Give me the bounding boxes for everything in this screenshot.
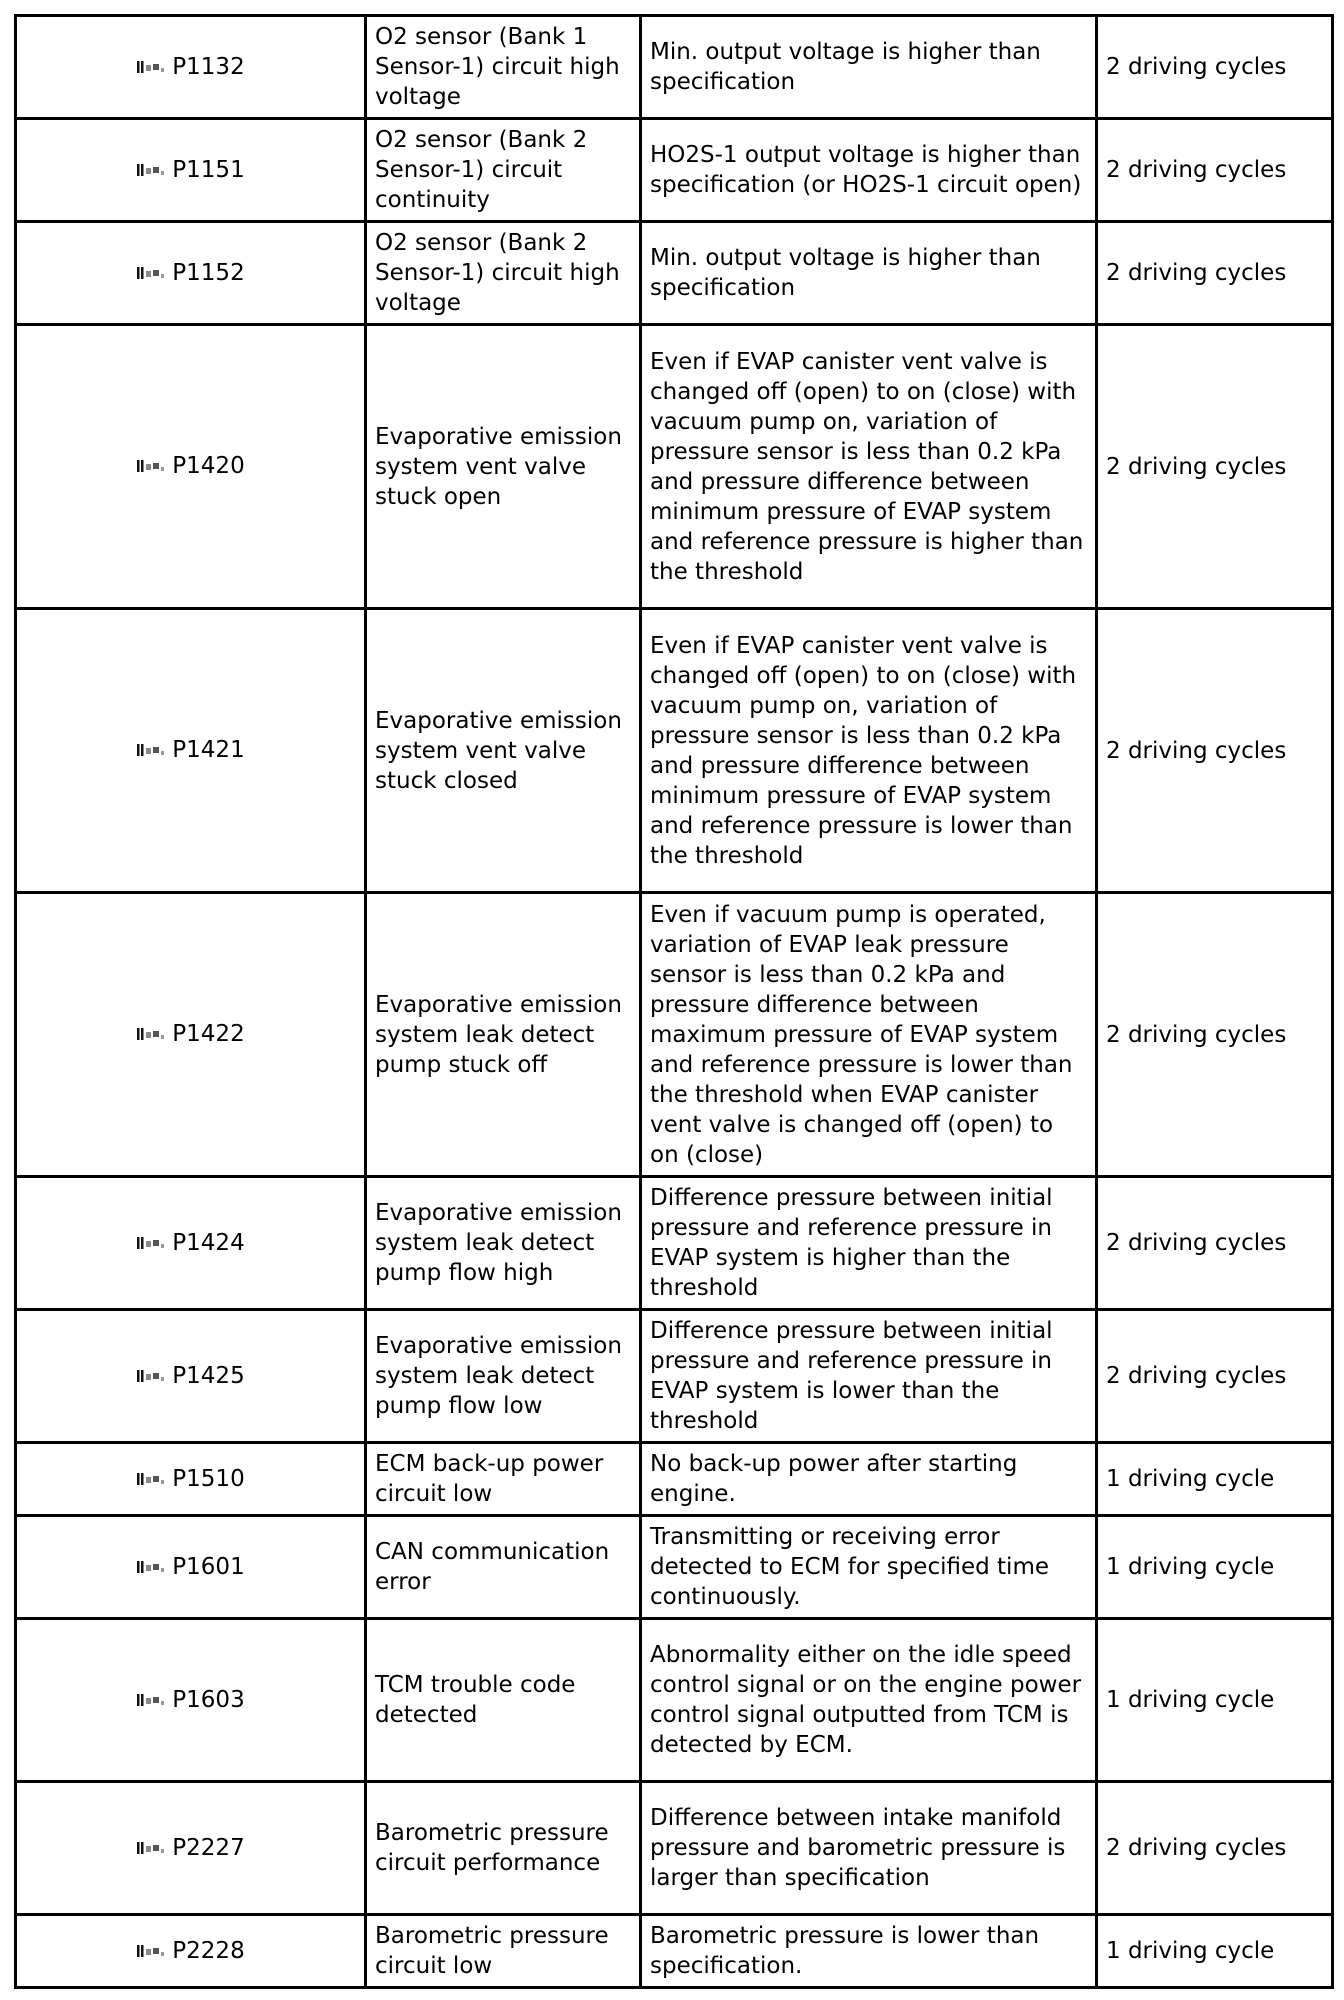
detecting-condition: Difference between intake manifold pressure and barometric pressure is larger than specification [641, 1782, 1097, 1915]
table-row [16, 16, 1333, 119]
detecting-condition: Barometric pressure is lower than specification. [641, 1915, 1097, 1988]
mil-driving-cycles: 2 driving cycles [1097, 325, 1333, 609]
mil-driving-cycles: 1 driving cycle [1097, 1516, 1333, 1619]
detecting-condition: HO2S-1 output voltage is higher than specification (or HO2S-1 circuit open) [641, 119, 1097, 222]
table-row [16, 325, 1333, 609]
mil-driving-cycles: 1 driving cycle [1097, 1915, 1333, 1988]
detecting-item: Evaporative emission system vent valve stuck open [366, 325, 641, 609]
detecting-item: O2 sensor (Bank 1 Sensor-1) circuit high voltage [366, 16, 641, 119]
info-icon [136, 458, 170, 474]
info-icon [136, 1235, 170, 1251]
dtc-code: P1603 [172, 1686, 245, 1713]
detecting-condition: Min. output voltage is higher than specification [641, 222, 1097, 325]
mil-driving-cycles: 2 driving cycles [1097, 1782, 1333, 1915]
detecting-condition: Even if vacuum pump is operated, variation of EVAP leak pressure sensor is less than 0.2 kPa and pressure difference between maximum pressure of EVAP system and reference pressure is lower than the threshold when EVAP canister vent valve is changed off (open) to on (close) [641, 893, 1097, 1177]
detecting-condition: Difference pressure between initial pressure and reference pressure in EVAP system is higher than the threshold [641, 1177, 1097, 1310]
table-row [16, 1915, 1333, 1988]
detecting-item: Evaporative emission system vent valve stuck closed [366, 609, 641, 893]
info-icon [136, 1471, 170, 1487]
detecting-item: Evaporative emission system leak detect pump stuck off [366, 893, 641, 1177]
dtc-code-cell [16, 1782, 366, 1915]
info-icon [136, 1943, 170, 1959]
dtc-code-cell [16, 1915, 366, 1988]
mil-driving-cycles: 1 driving cycle [1097, 1619, 1333, 1782]
detecting-item: CAN communication error [366, 1516, 641, 1619]
dtc-code: P2227 [172, 1834, 245, 1861]
detecting-condition: Abnormality either on the idle speed control signal or on the engine power control signal outputted from TCM is detected by ECM. [641, 1619, 1097, 1782]
detecting-item: Evaporative emission system leak detect pump flow low [366, 1310, 641, 1443]
dtc-code: P1424 [172, 1229, 245, 1256]
detecting-item: Evaporative emission system leak detect pump flow high [366, 1177, 641, 1310]
dtc-code-cell [16, 1619, 366, 1782]
dtc-code-cell [16, 1177, 366, 1310]
table-row [16, 119, 1333, 222]
detecting-condition: Min. output voltage is higher than specification [641, 16, 1097, 119]
dtc-table [14, 14, 1334, 1989]
table-row [16, 893, 1333, 1177]
dtc-code: P1422 [172, 1021, 245, 1047]
mil-driving-cycles: 2 driving cycles [1097, 609, 1333, 893]
detecting-item: Barometric pressure circuit low [366, 1915, 641, 1988]
dtc-code-cell [16, 893, 366, 1177]
mil-driving-cycles: 2 driving cycles [1097, 1177, 1333, 1310]
info-icon [136, 1840, 170, 1856]
detecting-condition: Even if EVAP canister vent valve is changed off (open) to on (close) with vacuum pump on, variation of pressure sensor is less than 0.2 kPa and pressure difference between minimum pressure of EVAP system and reference pressure is lower than the threshold [641, 609, 1097, 893]
detecting-condition: Even if EVAP canister vent valve is changed off (open) to on (close) with vacuum pump on, variation of pressure sensor is less than 0.2 kPa and pressure difference between minimum pressure of EVAP system and reference pressure is higher than the threshold [641, 325, 1097, 609]
dtc-code: P1152 [172, 259, 245, 286]
mil-driving-cycles: 2 driving cycles [1097, 893, 1333, 1177]
dtc-code-cell [16, 609, 366, 893]
detecting-condition: Difference pressure between initial pressure and reference pressure in EVAP system is lower than the threshold [641, 1310, 1097, 1443]
info-icon [136, 742, 170, 758]
detecting-condition: Transmitting or receiving error detected to ECM for specified time continuously. [641, 1516, 1097, 1619]
dtc-code: P1151 [172, 156, 245, 183]
table-row [16, 1782, 1333, 1915]
detecting-item: ECM back-up power circuit low [366, 1443, 641, 1516]
table-row [16, 222, 1333, 325]
detecting-item: TCM trouble code detected [366, 1619, 641, 1782]
table-row [16, 1516, 1333, 1619]
table-row [16, 1310, 1333, 1443]
table-row [16, 609, 1333, 893]
dtc-code: P1421 [172, 737, 245, 763]
table-row [16, 1443, 1333, 1516]
mil-driving-cycles: 2 driving cycles [1097, 119, 1333, 222]
dtc-code-cell [16, 1443, 366, 1516]
dtc-code-cell [16, 222, 366, 325]
table-row [16, 1619, 1333, 1782]
dtc-code-cell [16, 16, 366, 119]
table-row [16, 1177, 1333, 1310]
info-icon [136, 265, 170, 281]
info-icon [136, 1559, 170, 1575]
dtc-code: P1510 [172, 1465, 245, 1492]
dtc-code: P1132 [172, 53, 245, 80]
mil-driving-cycles: 2 driving cycles [1097, 16, 1333, 119]
mil-driving-cycles: 2 driving cycles [1097, 1310, 1333, 1443]
info-icon [136, 59, 170, 75]
dtc-code-cell [16, 1310, 366, 1443]
dtc-code-cell [16, 325, 366, 609]
detecting-condition: No back-up power after starting engine. [641, 1443, 1097, 1516]
dtc-table-body [16, 16, 1333, 1988]
info-icon [136, 1026, 170, 1042]
info-icon [136, 1368, 170, 1384]
dtc-code: P1601 [172, 1553, 245, 1580]
dtc-code: P1420 [172, 453, 245, 479]
detecting-item: Barometric pressure circuit performance [366, 1782, 641, 1915]
mil-driving-cycles: 2 driving cycles [1097, 222, 1333, 325]
info-icon [136, 162, 170, 178]
dtc-code-cell [16, 119, 366, 222]
dtc-code-cell [16, 1516, 366, 1619]
dtc-code: P1425 [172, 1362, 245, 1389]
detecting-item: O2 sensor (Bank 2 Sensor-1) circuit continuity [366, 119, 641, 222]
detecting-item: O2 sensor (Bank 2 Sensor-1) circuit high voltage [366, 222, 641, 325]
dtc-code: P2228 [172, 1937, 245, 1964]
mil-driving-cycles: 1 driving cycle [1097, 1443, 1333, 1516]
info-icon [136, 1692, 170, 1708]
